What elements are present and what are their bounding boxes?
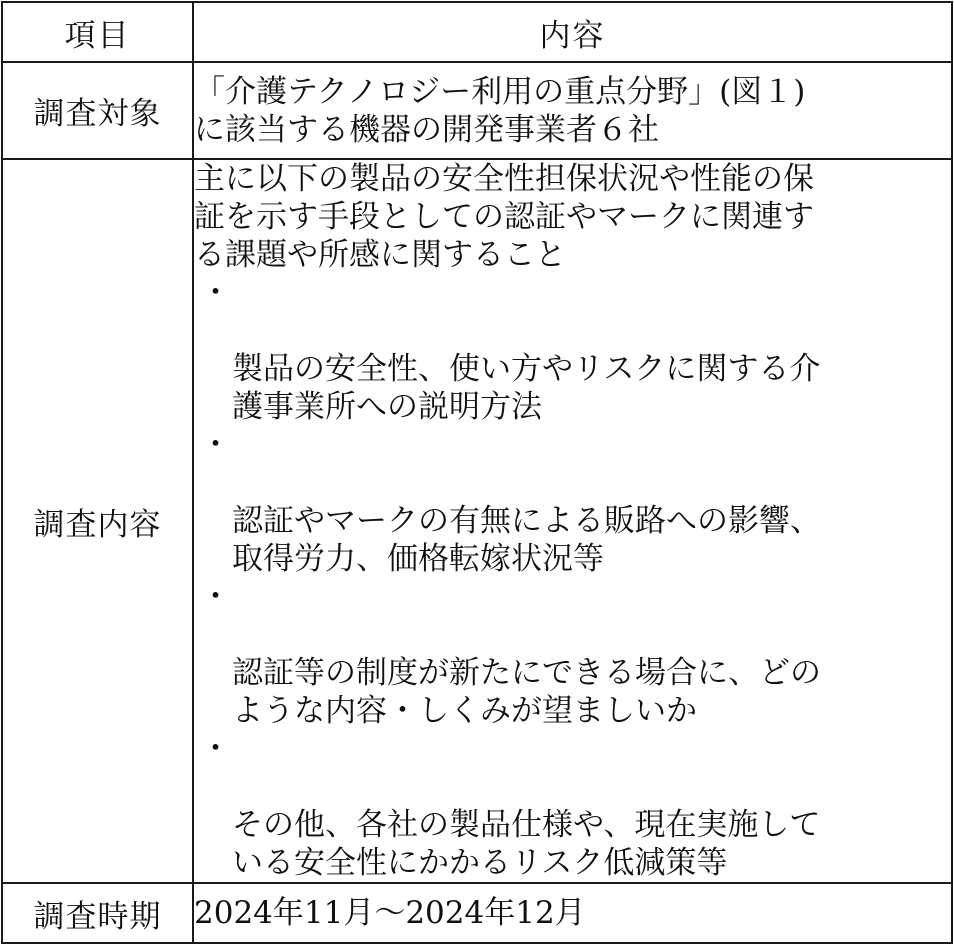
list-item [194,426,951,578]
content-body-cell [193,159,952,883]
target-text: 「介護テクノロジー利用の重点分野」(図１) に該当する機器の開発事業者６社 [194,73,806,148]
list-item [194,730,951,882]
survey-overview-table-wrapper [1,1,951,935]
bullet-text: 認証等の制度が新たにできる場合に、どの ような内容・しくみが望ましいか [232,655,821,729]
period-text: 2024年11月～2024年12月 [194,895,586,931]
bullet-mark: ・ [200,427,231,463]
content-bullet-list [194,274,951,882]
header-content-cell: 内容 [193,2,952,62]
header-item-cell: 項目 [2,2,193,62]
bullet-text: 製品の安全性、使い方やリスクに関する介 護事業所への説明方法 [232,351,821,425]
bullet-text: その他、各社の製品仕様や、現在実施して いる安全性にかかるリスク低減策等 [232,807,821,881]
period-label-cell: 調査時期 [2,883,193,943]
target-content-cell [193,62,952,159]
bullet-mark: ・ [200,579,231,615]
bullet-mark: ・ [200,275,231,311]
list-item [194,274,951,426]
bullet-mark: ・ [200,731,231,767]
list-item [194,578,951,730]
period-content-cell [193,883,952,943]
content-intro-text: 主に以下の製品の安全性担保状況や性能の保 証を示す手段としての認証やマークに関連す る課題や所感に関すること [194,161,814,273]
table-header-row [2,2,952,62]
bullet-text: 認証やマークの有無による販路への影響、 取得労力、価格転嫁状況等 [232,503,821,577]
content-label-cell: 調査内容 [2,159,193,883]
table-row-period [2,883,952,943]
table-row-content [2,159,952,883]
target-label-cell: 調査対象 [2,62,193,159]
table-row-target [2,62,952,159]
survey-overview-table [1,1,953,944]
